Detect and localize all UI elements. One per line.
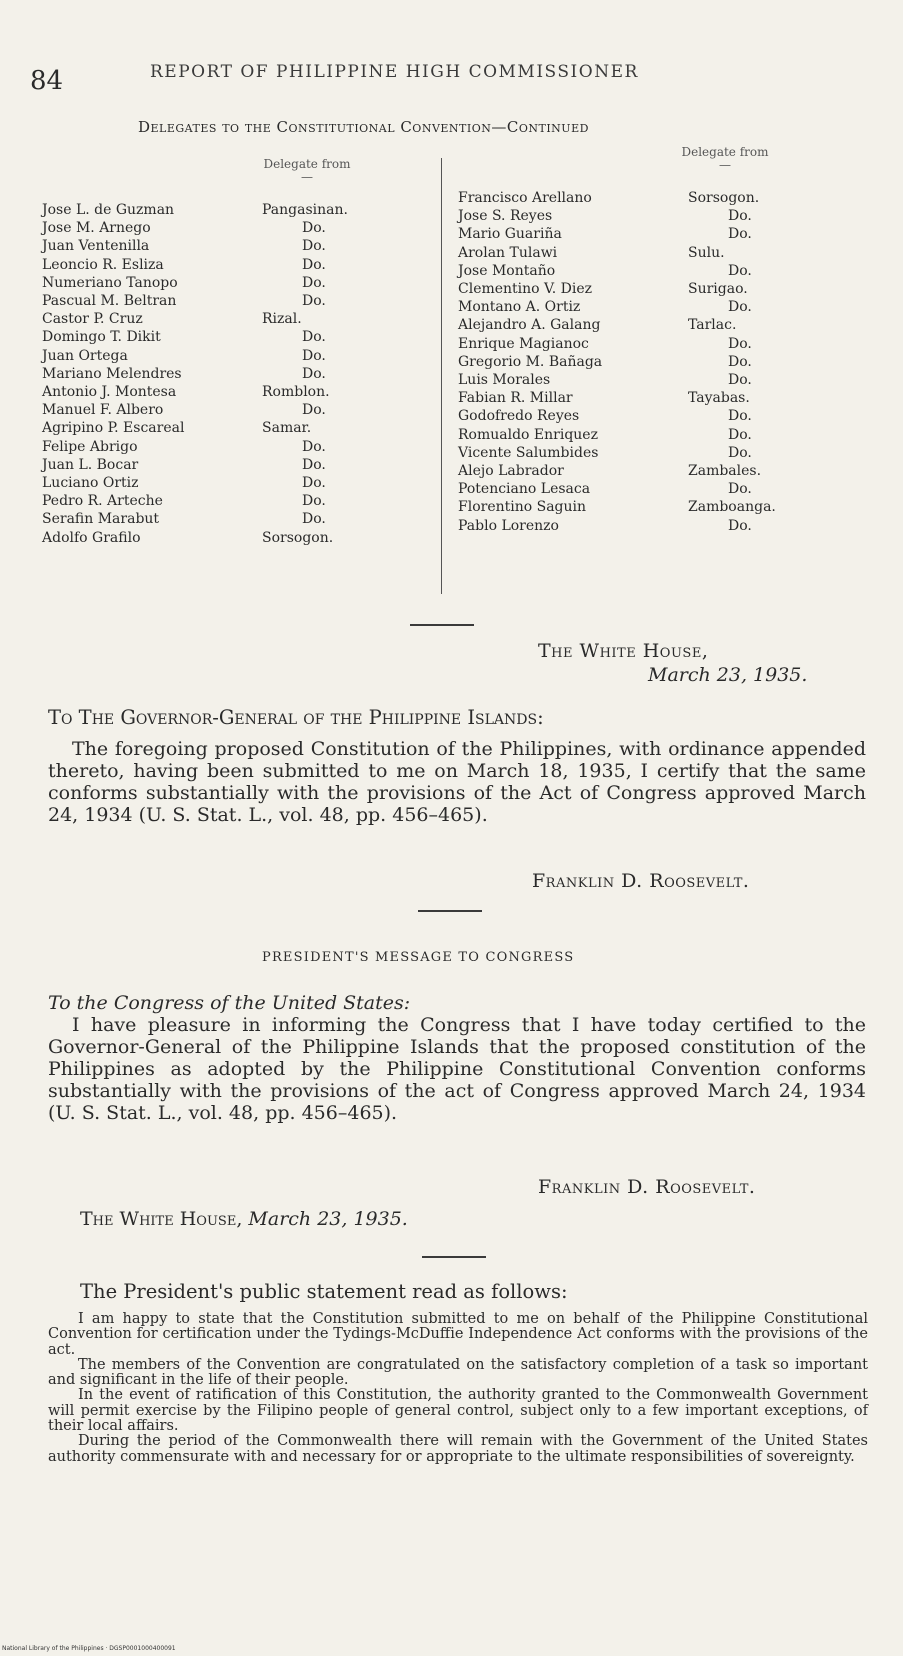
delegate-name: Juan L. Bocar [42,456,139,473]
delegate-name: Serafin Marabut [42,511,160,528]
delegate-name: Juan Ortega [42,347,128,364]
delegate-from: Tayabas. [688,390,750,407]
delegate-from: Surigao. [688,281,748,298]
delegate-name: Alejo Labrador [458,463,564,480]
delegate-name: Montano A. Ortiz [458,299,581,316]
delegate-row [42,492,348,510]
delegate-from: Zamboanga. [688,499,776,516]
delegate-from: Romblon. [262,384,330,401]
delegate-name: Jose L. de Guzman [42,202,175,218]
delegate-row [458,498,776,516]
delegate-name: Vicente Salumbides [458,444,599,461]
message-signature: Franklin D. Roosevelt. [538,1176,756,1198]
delegate-from: Do. [728,353,752,370]
delegate-from: Do. [302,365,326,382]
delegate-row [458,262,776,280]
delegate-from: Do. [728,444,752,461]
delegate-row [42,474,348,492]
delegate-name: Manuel F. Albero [42,402,164,419]
right-column-header: Delegate from— [681,145,769,172]
delegate-name: Pedro R. Arteche [42,493,163,510]
statement-intro: The President's public statement read as follows: [80,1280,568,1303]
delegate-name: Arolan Tulawi [458,244,558,261]
delegate-from: Do. [302,347,326,364]
delegate-name: Felipe Abrigo [42,438,138,455]
section-rule [410,624,474,626]
delegate-from: Samar. [262,420,312,437]
delegate-row [42,256,348,274]
delegate-row [42,383,348,401]
delegate-row [458,480,776,498]
message-dateline [80,1208,408,1230]
delegate-from: Do. [302,238,326,255]
delegate-name: Agripino P. Escareal [42,420,185,437]
delegate-from: Do. [302,293,326,310]
delegate-row [458,298,776,316]
delegate-from: Do. [302,475,326,492]
certification-salutation: To The Governor-General of the Philippine Islands: [48,706,544,729]
message-date: March 23, 1935. [248,1208,408,1230]
delegate-row [458,426,776,444]
delegate-from: Do. [302,438,326,455]
delegate-from: Tarlac. [688,317,737,334]
delegate-name: Jose S. Reyes [458,208,553,225]
delegate-row [42,292,348,310]
delegate-from: Sulu. [688,244,725,261]
delegate-row [458,280,776,298]
section-rule [422,1256,486,1258]
left-column-header: Delegate from— [263,157,351,184]
statement-body [48,1312,868,1465]
delegate-row [42,438,348,456]
delegate-name: Potenciano Lesaca [458,481,591,498]
delegate-row [458,244,776,262]
delegate-name: Luis Morales [458,372,551,389]
right-delegate-list [458,189,776,535]
delegate-name: Luciano Ortiz [42,475,139,492]
running-title: REPORT OF PHILIPPINE HIGH COMMISSIONER [150,62,639,82]
delegate-row [42,456,348,474]
delegate-name: Godofredo Reyes [458,408,580,425]
message-heading: PRESIDENT'S MESSAGE TO CONGRESS [262,950,575,965]
statement-paragraph: During the period of the Commonwealth there will remain with the Government of the United States authority commensurate with and necessary for or appropriate to the ultimate responsibilities of sovereignty. [48,1433,868,1465]
certification-place: The White House, [538,640,709,662]
delegate-row [458,353,776,371]
delegate-from: Do. [728,335,752,352]
delegate-name: Numeriano Tanopo [42,274,178,291]
delegate-from: Do. [728,372,752,389]
statement-paragraph: I am happy to state that the Constitution submitted to me on behalf of the Philippine Constitutional Convention for certification under the Tydings-McDuffie Independence Act conforms with the provisions of the act. [48,1311,868,1358]
delegate-from: Do. [728,226,752,243]
delegate-from: Do. [728,262,752,279]
delegate-row [458,316,776,334]
delegate-from: Do. [728,426,752,443]
delegate-from: Sorsogon. [262,529,334,546]
delegate-row [458,207,776,225]
delegate-from: Do. [302,493,326,510]
delegate-row [458,462,776,480]
delegate-row [42,219,348,237]
delegate-name: Jose Montaño [458,262,556,279]
delegate-row [42,419,348,437]
delegate-name: Alejandro A. Galang [458,317,601,334]
delegate-name: Mario Guariña [458,226,562,243]
delegate-row [458,389,776,407]
statement-paragraph: The members of the Convention are congratulated on the satisfactory completion of a task so important and significant in the life of their people. [48,1356,868,1389]
delegate-from: Rizal. [262,311,302,328]
statement-paragraph: In the event of ratification of this Constitution, the authority granted to the Commonwealth Government will permit exercise by the Filipino people of general control, subject only to a few important exceptions, of their local affairs. [48,1387,868,1435]
delegate-from: Zambales. [688,463,762,480]
delegate-row [42,274,348,292]
delegate-from: Do. [302,511,326,528]
delegate-row [458,225,776,243]
delegate-from: Do. [302,274,326,291]
table-title: Delegates to the Constitutional Convention—Continued [138,118,589,136]
delegate-name: Leoncio R. Esliza [42,256,164,273]
footer-credit: National Library of the Philippines · DGSP0001000400091 [2,1645,176,1652]
delegate-from: Sorsogon. [688,190,760,206]
delegate-name: Francisco Arellano [458,190,592,206]
delegate-name: Adolfo Grafilo [42,529,141,546]
delegate-name: Juan Ventenilla [42,238,150,255]
delegate-name: Mariano Melendres [42,365,182,382]
section-rule [418,910,482,912]
delegate-from: Do. [302,256,326,273]
delegate-row [42,401,348,419]
message-place: The White House, [80,1208,243,1230]
delegate-from: Do. [728,208,752,225]
delegate-name: Jose M. Arnego [42,220,151,237]
message-salutation: To the Congress of the United States: [48,992,411,1014]
delegate-from: Do. [302,402,326,419]
delegate-row [42,237,348,255]
delegate-row [42,347,348,365]
delegate-from: Do. [728,517,752,534]
delegate-name: Pablo Lorenzo [458,517,559,534]
delegate-name: Domingo T. Dikit [42,329,161,346]
delegate-name: Pascual M. Beltran [42,293,177,310]
delegate-from: Do. [302,329,326,346]
delegate-row [42,510,348,528]
certification-date: March 23, 1935. [648,664,808,686]
delegate-name: Enrique Magianoc [458,335,589,352]
delegate-row [458,517,776,535]
left-delegate-list [42,201,348,547]
delegate-row [42,328,348,346]
delegate-from: Do. [728,299,752,316]
delegate-row [458,371,776,389]
delegate-row [458,189,776,207]
delegate-name: Fabian R. Millar [458,390,573,407]
delegate-row [458,444,776,462]
delegate-name: Romualdo Enriquez [458,426,598,443]
delegate-name: Florentino Saguin [458,499,587,516]
delegate-from: Pangasinan. [262,202,348,218]
delegate-name: Antonio J. Montesa [42,384,177,401]
delegate-from: Do. [728,408,752,425]
delegate-row [42,365,348,383]
delegate-row [458,407,776,425]
delegate-name: Castor P. Cruz [42,311,143,328]
delegate-row [42,529,348,547]
delegate-name: Gregorio M. Bañaga [458,353,603,370]
delegate-row [42,201,348,219]
certification-signature: Franklin D. Roosevelt. [532,870,750,892]
delegate-row [42,310,348,328]
delegate-name: Clementino V. Diez [458,281,592,298]
delegate-from: Do. [728,481,752,498]
page-number: 84 [30,66,64,96]
delegate-from: Do. [302,220,326,237]
message-body: I have pleasure in informing the Congress that I have today certified to the Governor-General of the Philippine Islands that the proposed constitution of the Philippines as adopted by the Philippine Constitutional Convention conforms substantially with the provisions of the act of Congress approved March 24, 1934 (U. S. Stat. L., vol. 48, pp. 456–465). [48,1014,866,1124]
column-divider [441,158,442,594]
certification-body: The foregoing proposed Constitution of the Philippines, with ordinance appended thereto, having been submitted to me on March 18, 1935, I certify that the same conforms substantially with the provisions of the Act of Congress approved March 24, 1934 (U. S. Stat. L., vol. 48, pp. 456–465). [48,738,866,826]
delegate-row [458,335,776,353]
delegate-from: Do. [302,456,326,473]
